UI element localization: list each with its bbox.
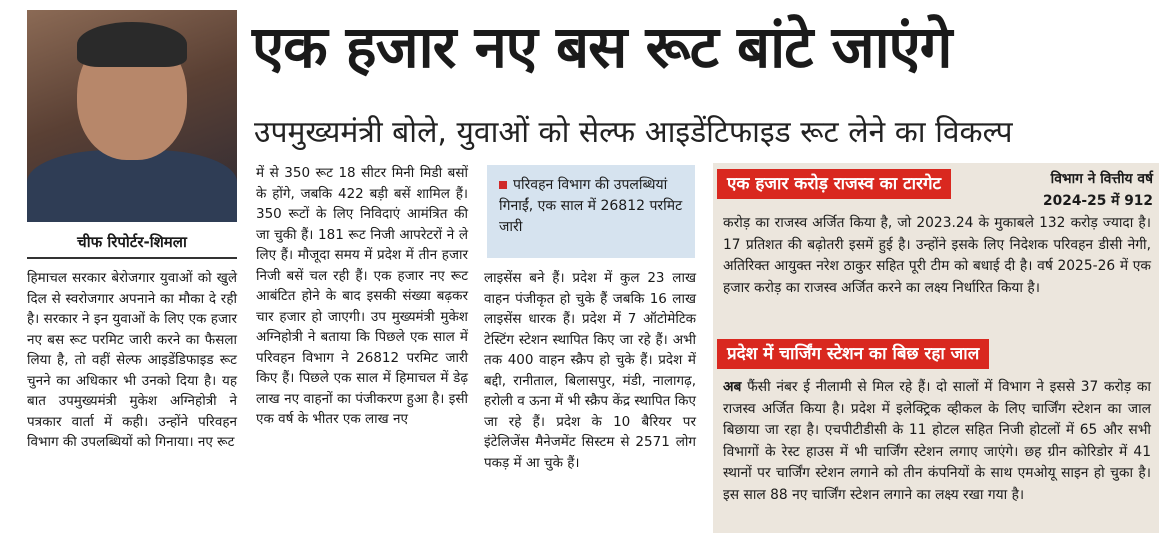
article-column-1: हिमाचल सरकार बेरोजगार युवाओं को खुले दिल से स्वरोजगार अपनाने का मौका दे रही है। सरकार ने इन युवाओं के लिए एक हजार नए बस रूट परमिट जारी करने का फैसला लिया है, तो वहीं सेल्फ आइडेंडिफाइड रूट चुनने का अधिकार भी उनको दिया है। यह बात उपमुख्यमंत्री मुकेश अग्निहोत्री ने पत्रकार वार्ता में कही। उन्होंने परिवहन विभाग की उपलब्धियों को गिनाया। नए रूट: [27, 270, 237, 450]
reporter-photo: [27, 10, 237, 222]
headline: एक हजार नए बस रूट बांटे जाएंगे: [252, 13, 952, 81]
highlight-text: परिवहन विभाग की उपलब्धियां गिनाईं, एक साल में 26812 परमिट जारी: [499, 177, 683, 235]
box1-lead: [1013, 169, 1153, 212]
highlight-text-wrap: [499, 175, 689, 238]
byline: चीफ रिपोर्टर-शिमला: [77, 233, 187, 251]
box2-body: फैंसी नंबर ई नीलामी से मिल रहे हैं। दो सालों में विभाग ने इससे 37 करोड़ का राजस्व अर्जित किया है। प्रदेश में इलेक्ट्रिक व्हीकल के लिए चार्जिंग स्टेशन का जाल बिछाया जा रहा है। एचपीटीडीसी के 11 होटल सहित निजी होटलों में 65 और सभी विभागों के रेस्ट हाउस में भी चार्जिंग स्टेशन लगाए जाएंगे। छह ग्रीन कोरिडोर में 41 स्थानों पर चार्जिंग स्टेशन लगाने को तीन कंपनियों के साथ एमओयू साइन हो चुका है। इस साल 88 नए चार्जिंग स्टेशन लगाने का लक्ष्य रखा गया है।: [723, 379, 1152, 503]
box1-title: एक हजार करोड़ राजस्व का टारगेट: [717, 169, 951, 199]
byline-divider: [27, 257, 237, 259]
article-column-3: लाइसेंस बने हैं। प्रदेश में कुल 23 लाख वाहन पंजीकृत हो चुके हैं जबकि 16 लाख लाइसेंस धारक हैं। प्रदेश में 7 ऑटोमेटिक टेस्टिंग स्टेशन स्थापित किए जा रहे हैं। अभी तक 400 वाहन स्क्रैप हो चुके हैं। प्रदेश में बद्दी, रानीताल, बिलासपुर, मंडी, नालागढ़, हरोली व ऊना में भी स्क्रैप केंद्र स्थापित किए जा रहे हैं। प्रदेश के 10 बैरियर पर इंटेलिजेंस मैनेजमेंट सिस्टम से 2571 लोग पकड़ में आ चुके हैं।: [484, 270, 696, 471]
bullet-square-icon: [499, 181, 507, 189]
subheadline: उपमुख्यमंत्री बोले, युवाओं को सेल्फ आइडेंटिफाइड रूट लेने का विकल्प: [254, 115, 1013, 150]
box2-lead: अब: [723, 379, 742, 395]
box1-body: करोड़ का राजस्व अर्जित किया है, जो 2023.24 के मुकाबले 132 करोड़ ज्यादा है। 17 प्रतिशत की बढ़ोतरी इसमें हुई है। उन्होंने इसके लिए निदेशक परिवहन डीसी नेगी, अतिरिक्त आयुक्त नरेश ठाकुर सहित पूरी टीम को बधाई दी है। वर्ष 2025-26 में एक हजार करोड़ का राजस्व अर्जित करने का लक्ष्य निर्धारित किया है।: [723, 215, 1151, 296]
sidebar-panel: [713, 163, 1159, 533]
box1-lead-text: विभाग ने वित्तीय वर्ष 2024-25 में 912: [1043, 171, 1153, 209]
highlight-box: [487, 165, 695, 258]
box2-body-wrap: [723, 377, 1151, 506]
box2-title: प्रदेश में चार्जिंग स्टेशन का बिछ रहा जाल: [717, 339, 989, 369]
article-column-2: में से 350 रूट 18 सीटर मिनी मिडी बसों के होंगे, जबकि 422 बड़ी बसें शामिल हैं। 350 रूटों के लिए निविदाएं आमंत्रित की जा चुकी हैं। 181 रूट निजी आपरेटरों ने ले लिए हैं। मौजूदा समय में प्रदेश में तीन हजार निजी बसें चल रही हैं। एक हजार नए रूट आबंटित होने के बाद इसकी संख्या बढ़कर चार हजार हो जाएगी। उप मुख्यमंत्री मुकेश अग्निहोत्री ने बताया कि पिछले एक साल में परिवहन विभाग ने 26812 परमिट जारी किए हैं। पिछले एक साल में हिमाचल में डेढ़ लाख नए वाहनों का पंजीकरण हुआ है। इसी एक वर्ष के भीतर एक लाख नए: [256, 165, 468, 427]
